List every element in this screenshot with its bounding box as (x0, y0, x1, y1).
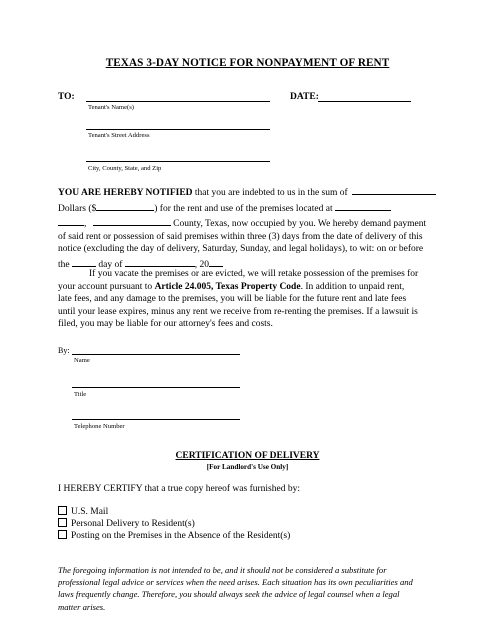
amount-words-blank[interactable] (352, 184, 436, 195)
phone-line[interactable] (72, 419, 240, 420)
title-caption: Title (74, 391, 87, 398)
signature-line[interactable] (72, 354, 240, 355)
premises-blank-2[interactable] (58, 215, 84, 226)
date-line[interactable] (318, 101, 411, 102)
certify-text: I HEREBY CERTIFY that a true copy hereof was furnished by: (58, 484, 300, 494)
county-blank[interactable] (93, 215, 171, 226)
street-caption: Tenant's Street Address (88, 132, 150, 139)
cert-title: CERTIFICATION OF DELIVERY (175, 451, 320, 461)
notice-paragraph: YOU ARE HEREBY NOTIFIED that you are indebted to us in the sum of Dollars ($ ) for the rent and use of the premises located at , County, Texas, now occupied by you. We hereby demand payment of said rent or possession of said premises within three (3) days from the date of delivery of this notice (excluding the day of delivery, Saturday, Sunday, and legal holidays), to wit: on or before the day of , 20 (58, 184, 470, 271)
retake-paragraph: If you vacate the premises or are evicted, we will retake possession of the premises for your account pursuant to Article 24.005, Texas Property Code. In addition to unpaid rent, late fees, and any damage to the premises, you will be liable for the future rent and late fees until your lease expires, minus any rent we receive from re-renting the premises. If a lawsuit is filed, you may be liable for our attorney's fees and costs. (58, 269, 419, 329)
premises-blank[interactable] (335, 200, 391, 211)
checkbox-icon[interactable] (58, 506, 67, 515)
amount-blank[interactable] (96, 200, 154, 211)
option-personal-delivery[interactable]: Personal Delivery to Resident(s) (58, 518, 195, 529)
option-us-mail[interactable]: U.S. Mail (58, 506, 108, 517)
checkbox-icon[interactable] (58, 530, 67, 539)
tenant-name-caption: Tenant's Name(s) (88, 104, 134, 111)
day-blank[interactable] (72, 256, 96, 267)
notice-lead: YOU ARE HEREBY NOTIFIED (58, 188, 193, 198)
to-label: TO: (58, 92, 75, 102)
year-blank[interactable] (209, 256, 223, 267)
tenant-name-line[interactable] (86, 101, 270, 102)
city-line[interactable] (86, 161, 270, 162)
by-label: By: (58, 346, 70, 355)
statute-reference: Article 24.005, Texas Property Code (154, 281, 301, 292)
option-posting[interactable]: Posting on the Premises in the Absence of the Resident(s) (58, 530, 290, 541)
date-label: DATE: (290, 92, 319, 102)
month-blank[interactable] (125, 256, 195, 267)
street-line[interactable] (86, 129, 270, 130)
city-caption: City, County, State, and Zip (88, 165, 162, 172)
disclaimer: The foregoing information is not intended to be, and it should not be considered a substitute for professional legal advice or services when the need arises. Each situation has its own peculiarities and laws frequently change. Therefore, you should always seek the advice of legal counsel when a legal matter arises. (58, 565, 413, 612)
page-title: TEXAS 3-DAY NOTICE FOR NONPAYMENT OF RENT (105, 57, 390, 69)
cert-subtitle: [For Landlord's Use Only] (206, 463, 289, 471)
checkbox-icon[interactable] (58, 518, 67, 527)
title-line[interactable] (72, 387, 240, 388)
name-caption: Name (74, 357, 90, 364)
phone-caption: Telephone Number (74, 423, 125, 430)
